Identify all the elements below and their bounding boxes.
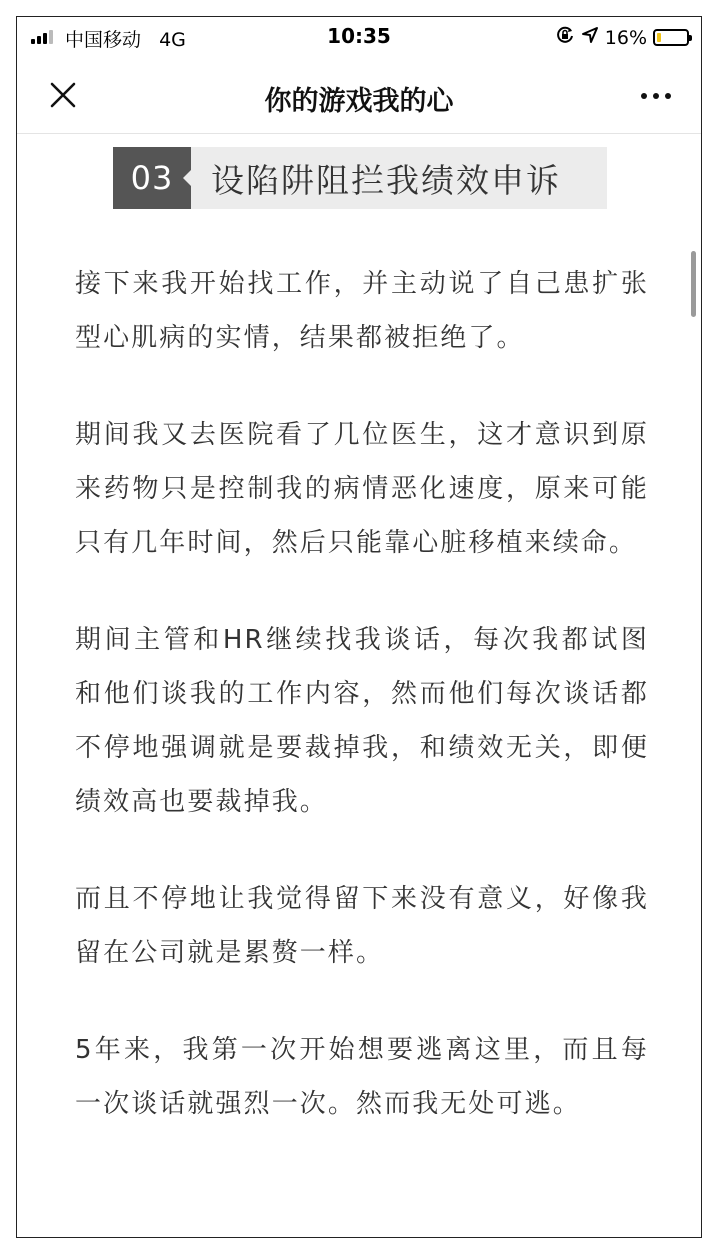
phone-screen <box>16 16 702 1238</box>
section-number: 03 <box>113 147 191 209</box>
scrollbar[interactable] <box>691 251 696 317</box>
article-paragraph: 期间我又去医院看了几位医生，这才意识到原来药物只是控制我的病情恶化速度，原来可能只有几年时间，然后只能靠心脏移植来续命。 <box>75 420 649 558</box>
more-button[interactable] <box>641 93 671 99</box>
article-body <box>75 257 649 1174</box>
status-bar <box>17 17 701 57</box>
more-icon <box>641 93 647 99</box>
section-header <box>113 147 607 209</box>
article-paragraph: 期间主管和HR继续找我谈话，每次我都试图和他们谈我的工作内容，然而他们每次谈话都不停地强调就是要裁掉我，和绩效无关，即便绩效高也要裁掉我。 <box>75 625 649 817</box>
battery-percent: 16% <box>604 26 647 49</box>
status-right <box>555 25 689 50</box>
location-icon <box>581 26 599 49</box>
status-time: 10:35 <box>327 24 391 48</box>
close-button[interactable] <box>47 79 79 111</box>
article-paragraph: 而且不停地让我觉得留下来没有意义，好像我留在公司就是累赘一样。 <box>75 884 649 968</box>
article-paragraph: 接下来我开始找工作，并主动说了自己患扩张型心肌病的实情，结果都被拒绝了。 <box>75 269 649 353</box>
nav-bar <box>17 57 701 134</box>
rotation-lock-icon <box>555 25 575 50</box>
battery-fill <box>657 33 661 42</box>
network-type: 4G <box>159 29 186 51</box>
section-title: 设陷阱阻拦我绩效申诉 <box>191 147 607 209</box>
carrier-name: 中国移动 <box>65 29 142 51</box>
battery-icon <box>653 29 689 46</box>
page-title: 你的游戏我的心 <box>264 86 454 117</box>
article-paragraph: 5年来，我第一次开始想要逃离这里，而且每一次谈话就强烈一次。然而我无处可逃。 <box>75 1035 649 1119</box>
close-icon <box>47 79 79 111</box>
